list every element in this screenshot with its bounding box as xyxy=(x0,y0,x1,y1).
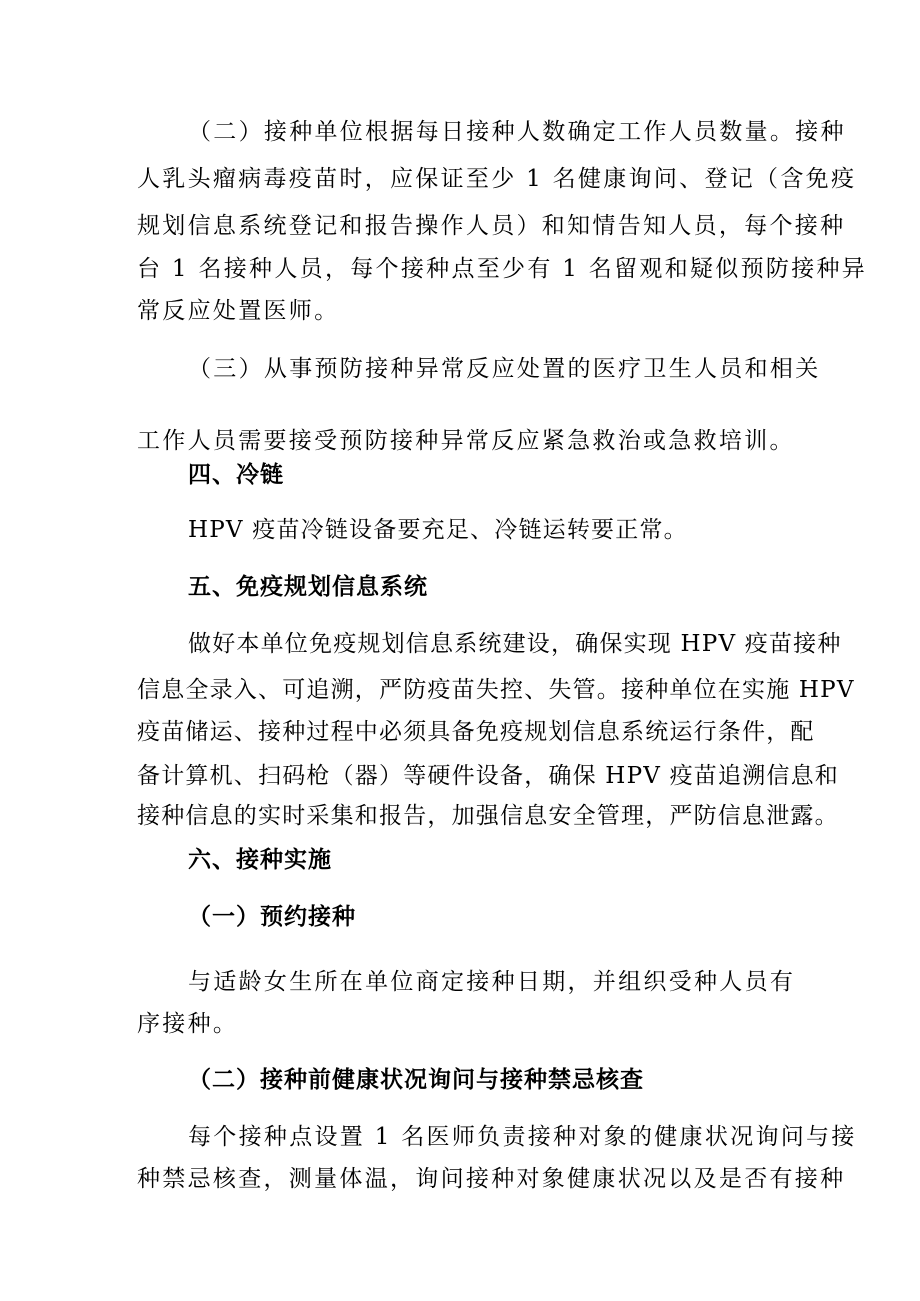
text-line: （三）从事预防接种异常反应处置的医疗卫生人员和相关 xyxy=(188,356,821,382)
text-line: 常反应处置医师。 xyxy=(137,298,340,324)
subsection-heading: （二）接种前健康状况询问与接种禁忌核查 xyxy=(188,1067,644,1093)
text-line: 疫苗储运、接种过程中必须具备免疫规划信息系统运行条件，配 xyxy=(137,719,815,745)
text-line: 与适龄女生所在单位商定接种日期，并组织受种人员有 xyxy=(188,969,796,995)
section-heading: 五、免疫规划信息系统 xyxy=(188,574,428,600)
text-line: 台 1 名接种人员，每个接种点至少有 1 名留观和疑似预防接种异 xyxy=(137,256,868,282)
text-line: 序接种。 xyxy=(137,1011,239,1037)
section-heading: 六、接种实施 xyxy=(188,847,332,873)
subsection-heading: （一）预约接种 xyxy=(188,904,356,930)
text-line: 信息全录入、可追溯，严防疫苗失控、失管。接种单位在实施 HPV xyxy=(137,677,855,703)
section-heading: 四、冷链 xyxy=(188,462,284,488)
text-line: 每个接种点设置 1 名医师负责接种对象的健康状况询问与接 xyxy=(188,1124,857,1150)
text-line: 规划信息系统登记和报告操作人员）和知情告知人员，每个接种 xyxy=(137,213,846,239)
text-line: 种禁忌核查，测量体温，询问接种对象健康状况以及是否有接种 xyxy=(137,1166,846,1192)
text-line: 做好本单位免疫规划信息系统建设，确保实现 HPV 疫苗接种 xyxy=(188,631,842,657)
text-line: 人乳头瘤病毒疫苗时，应保证至少 1 名健康询问、登记（含免疫 xyxy=(137,166,857,192)
text-line: （二）接种单位根据每日接种人数确定工作人员数量。接种 xyxy=(188,119,846,145)
text-line: HPV 疫苗冷链设备要充足、冷链运转要正常。 xyxy=(188,517,688,543)
text-line: 备计算机、扫码枪（器）等硬件设备，确保 HPV 疫苗追溯信息和 xyxy=(137,763,839,789)
text-line: 工作人员需要接受预防接种异常反应紧急救治或急救培训。 xyxy=(137,428,795,454)
text-line: 接种信息的实时采集和报告，加强信息安全管理，严防信息泄露。 xyxy=(137,803,839,829)
